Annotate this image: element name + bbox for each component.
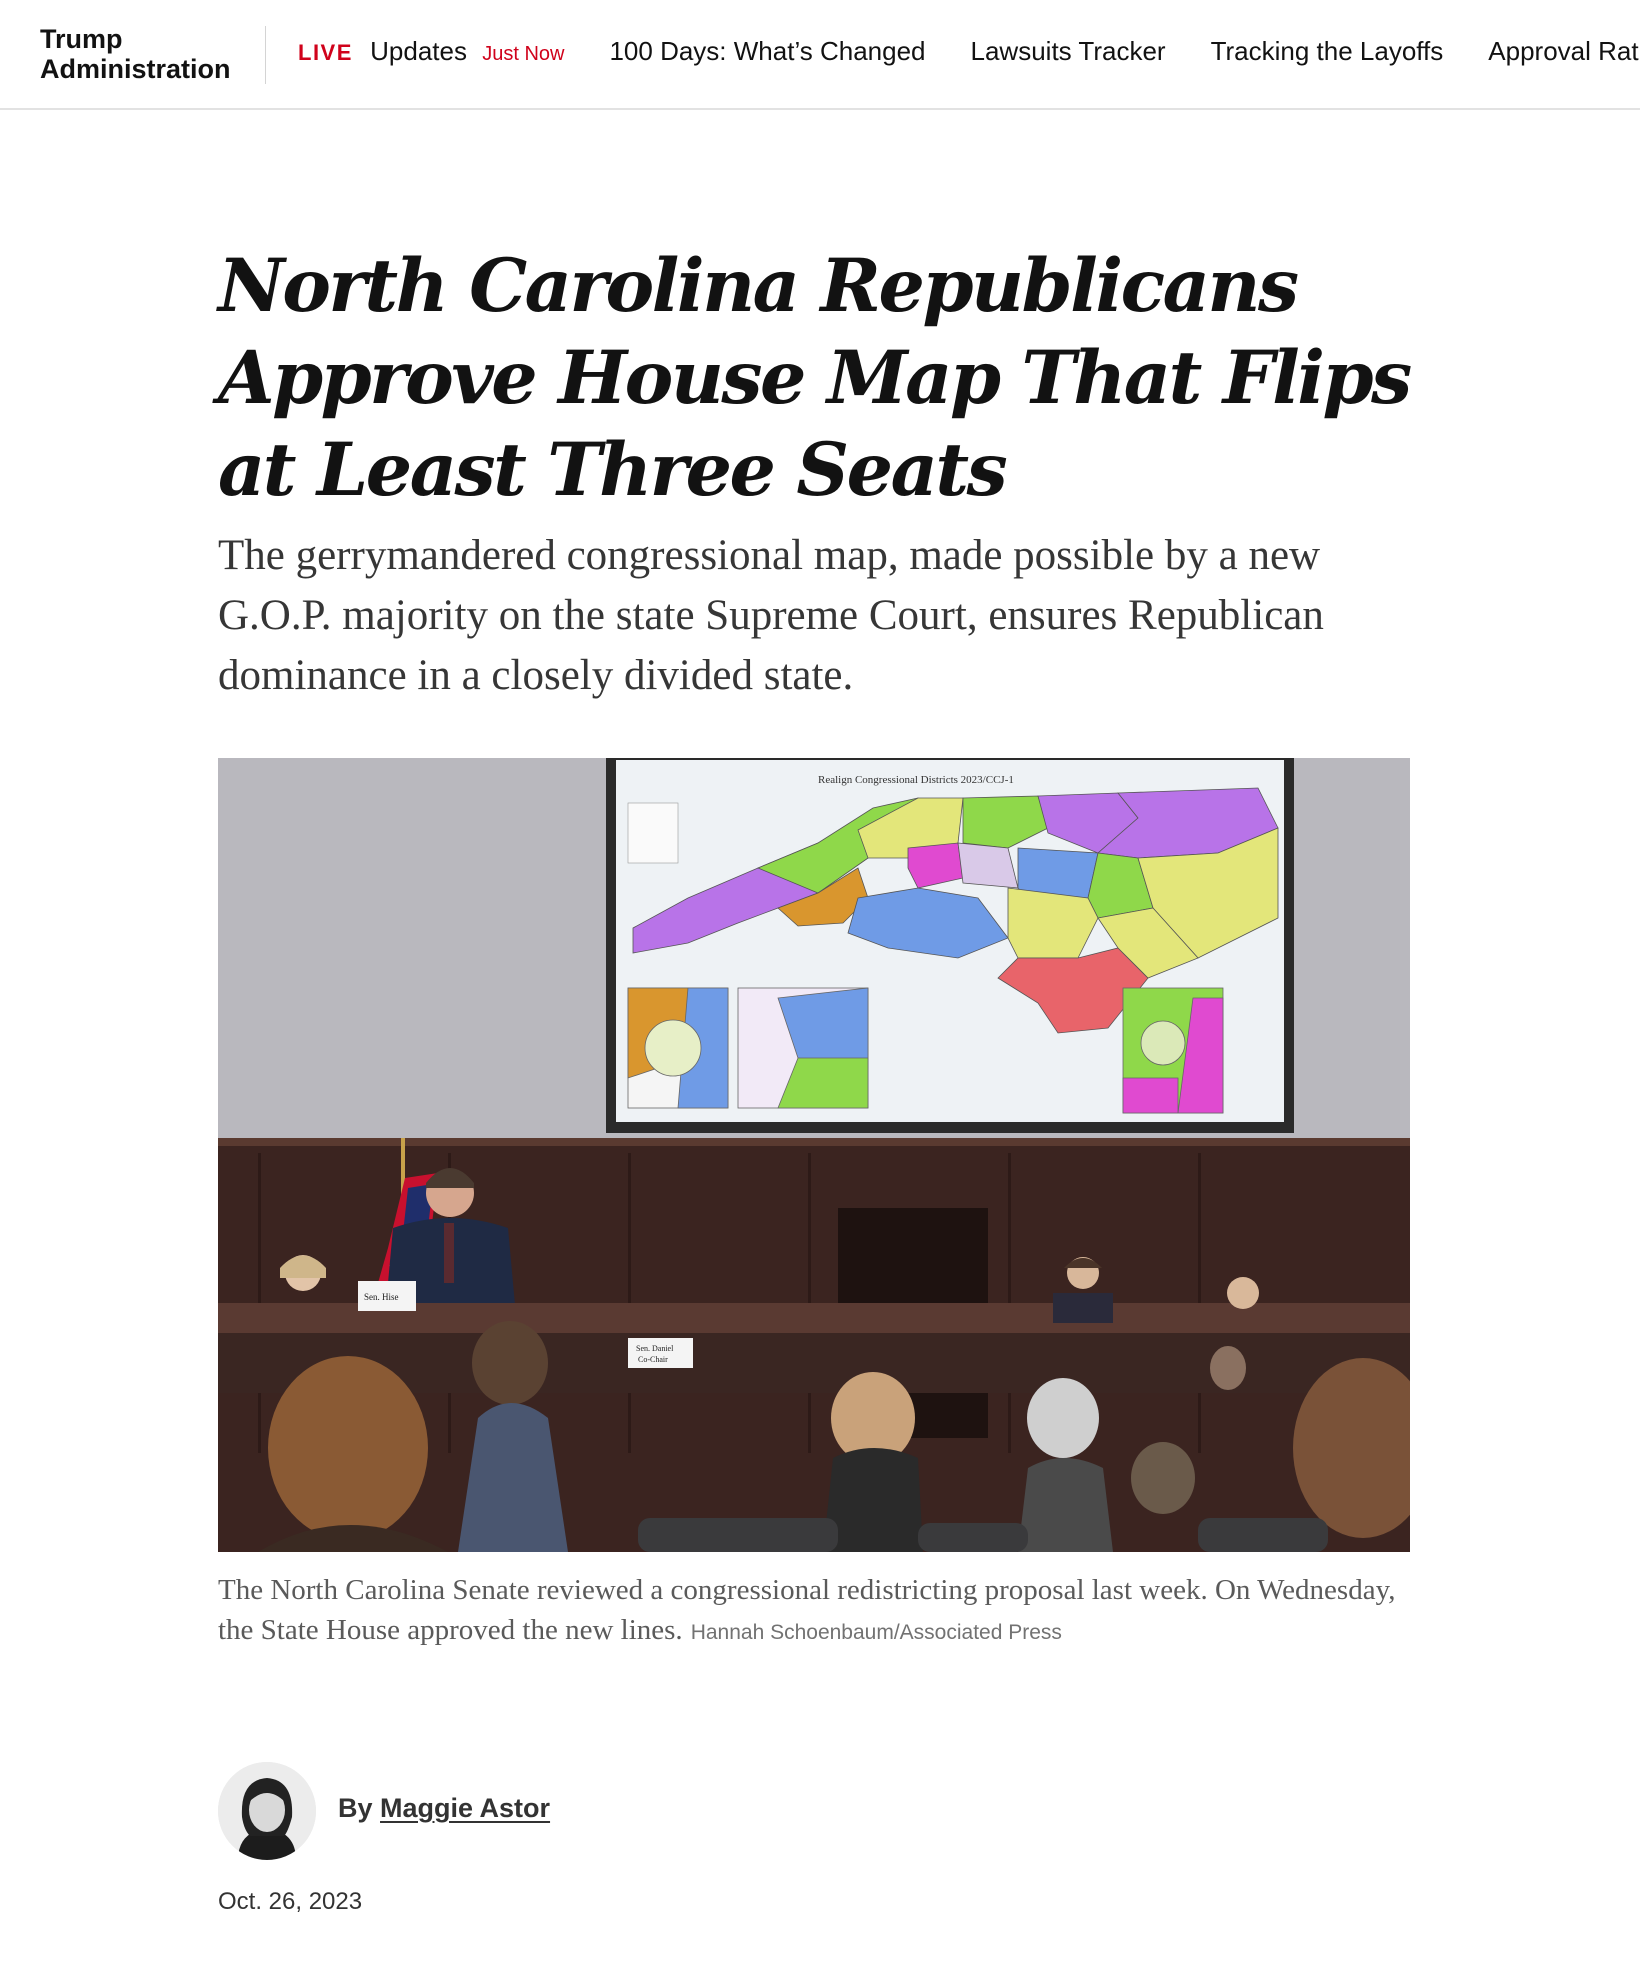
nav-links <box>298 36 1640 76</box>
top-navigation-bar <box>0 0 1640 110</box>
live-timestamp: Just Now <box>482 43 565 65</box>
author-portrait <box>218 1762 316 1860</box>
audience-chairs <box>638 1518 1328 1552</box>
article-headline: North Carolina Republicans Approve House Map That Flips at Least Three Seats <box>218 243 1410 513</box>
article-summary: The gerrymandered congressional map, made possible by a new G.O.P. majority on the state Supreme Court, ensures Republican dominance in a closely divided state. <box>218 532 1324 699</box>
nav-divider <box>265 26 266 84</box>
nav-100-days-link[interactable]: 100 Days: What’s Changed <box>609 36 926 66</box>
section-brand-link[interactable] <box>40 24 260 84</box>
nav-live-updates-link[interactable] <box>298 36 564 67</box>
author-link[interactable]: Maggie Astor <box>380 1793 551 1823</box>
placard-daniel-line2: Co-Chair <box>638 1355 668 1364</box>
live-updates-label: Updates <box>370 36 467 66</box>
live-badge: LIVE <box>298 40 353 65</box>
nav-approval-rating-link[interactable]: Approval Rat <box>1488 36 1639 66</box>
screen-map-title: Realign Congressional Districts 2023/CCJ-1 <box>818 774 1014 786</box>
byline <box>338 1793 550 1824</box>
senate-hearing-photo <box>218 758 1410 1552</box>
lead-photo <box>218 758 1410 1552</box>
photo-caption <box>218 1570 1398 1653</box>
nav-tracking-layoffs-link[interactable]: Tracking the Layoffs <box>1210 36 1444 66</box>
caption-text: The North Carolina Senate reviewed a congressional redistricting proposal last week. On Wednesday, the State House approved the new lines. <box>218 1574 1396 1646</box>
placard-daniel-line1: Sen. Daniel <box>636 1344 674 1353</box>
publish-date: Oct. 26, 2023 <box>218 1888 363 1915</box>
nav-lawsuits-tracker-link[interactable]: Lawsuits Tracker <box>970 36 1166 66</box>
photo-credit: Hannah Schoenbaum/Associated Press <box>690 1621 1062 1644</box>
brand-line-2: Administration <box>40 54 231 84</box>
placard-hise: Sen. Hise <box>364 1292 399 1302</box>
byline-prefix: By <box>338 1793 373 1823</box>
author-avatar[interactable] <box>218 1762 316 1860</box>
brand-line-1: Trump <box>40 24 123 54</box>
